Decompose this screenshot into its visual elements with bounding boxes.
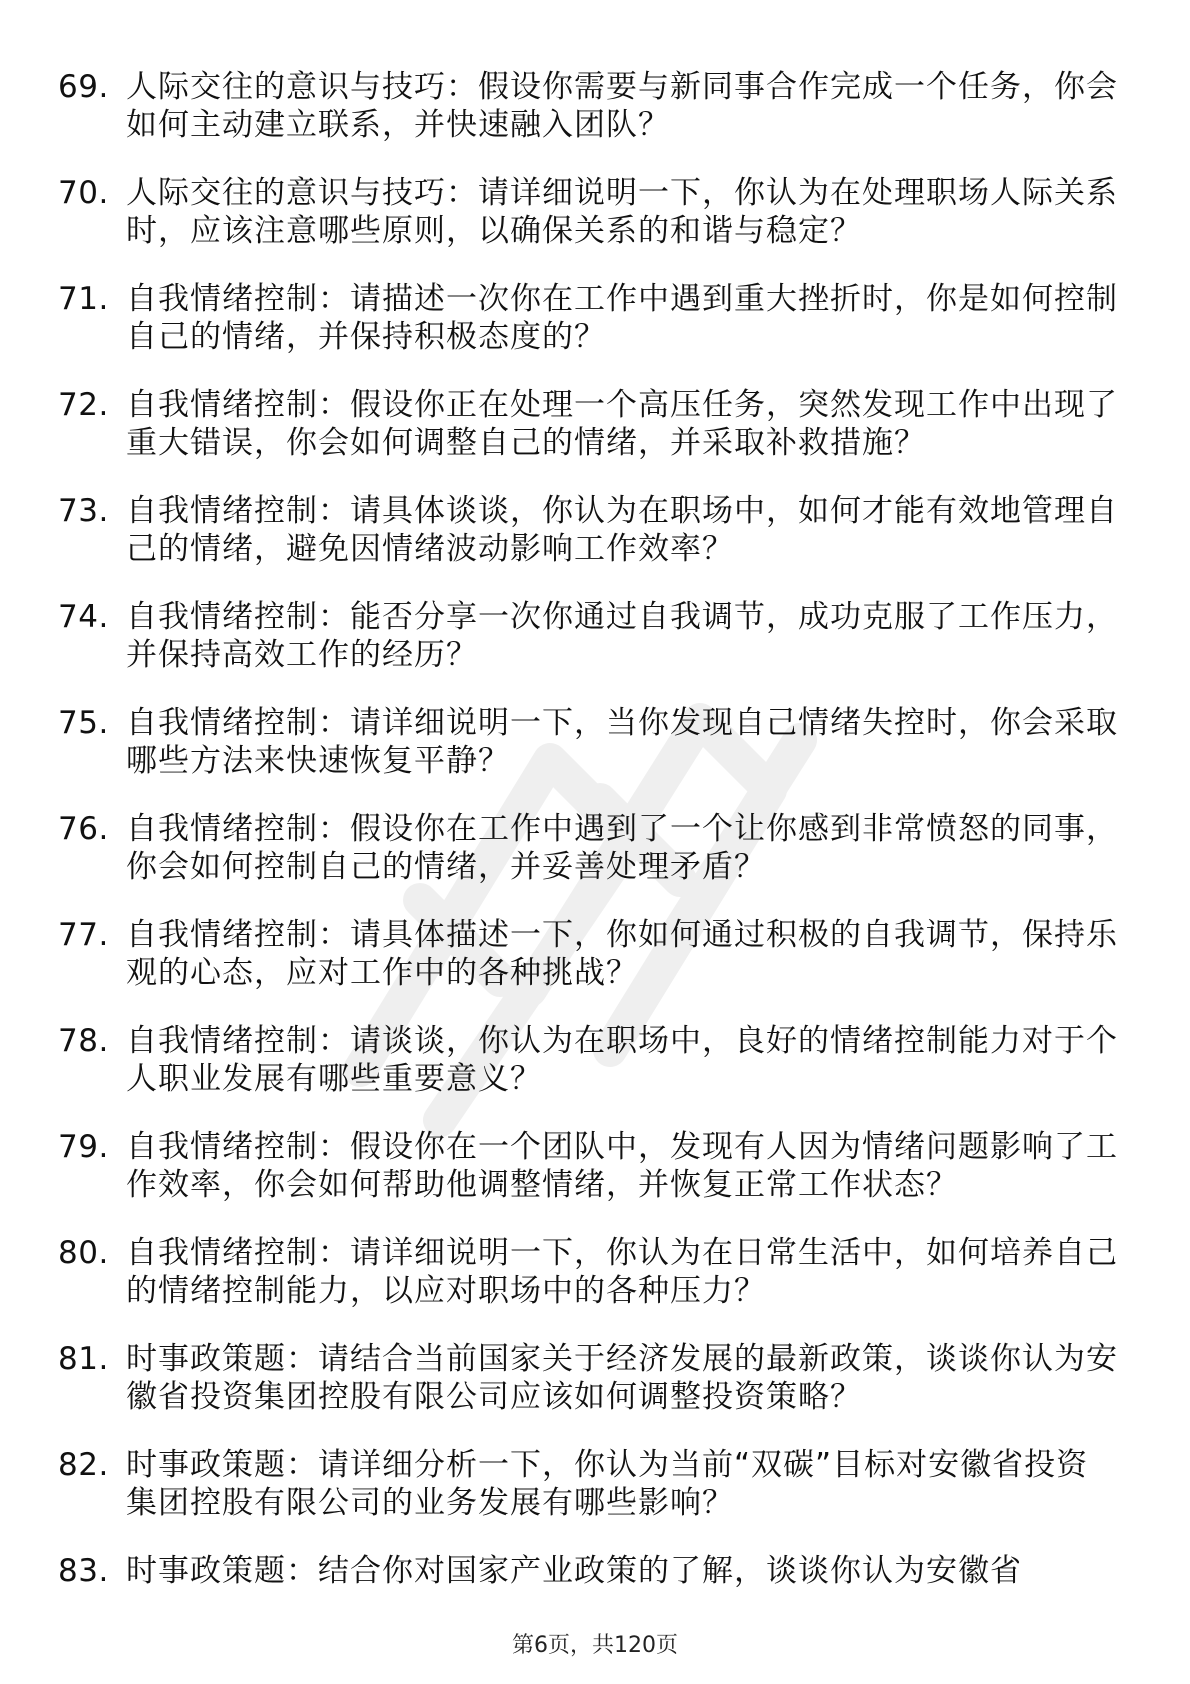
question-item — [58, 68, 1118, 144]
question-item — [58, 1340, 1118, 1416]
question-item — [58, 598, 1118, 674]
question-text: 自我情绪控制：请详细说明一下，当你发现自己情绪失控时，你会采取哪些方法来快速恢复平静？ — [126, 705, 1118, 779]
question-text: 人际交往的意识与技巧：假设你需要与新同事合作完成一个任务，你会如何主动建立联系，并快速融入团队？ — [126, 69, 1118, 143]
question-number: 70. — [58, 175, 109, 211]
question-item — [58, 810, 1118, 886]
question-item — [58, 174, 1118, 250]
question-item — [58, 1234, 1118, 1310]
question-item — [58, 1446, 1118, 1522]
question-number: 78. — [58, 1023, 109, 1059]
question-text: 自我情绪控制：请描述一次你在工作中遇到重大挫折时，你是如何控制自己的情绪，并保持积极态度的？ — [126, 281, 1118, 355]
question-text: 自我情绪控制：假设你在一个团队中，发现有人因为情绪问题影响了工作效率，你会如何帮助他调整情绪，并恢复正常工作状态？ — [126, 1129, 1118, 1203]
question-number: 81. — [58, 1341, 109, 1377]
question-item — [58, 1128, 1118, 1204]
question-item — [58, 1022, 1118, 1098]
page-number-label: 第6页，共120页 — [512, 1633, 678, 1658]
question-text: 自我情绪控制：假设你在工作中遇到了一个让你感到非常愤怒的同事，你会如何控制自己的情绪，并妥善处理矛盾？ — [126, 811, 1118, 885]
question-text: 自我情绪控制：假设你正在处理一个高压任务，突然发现工作中出现了重大错误，你会如何调整自己的情绪，并采取补救措施？ — [126, 387, 1118, 461]
question-item — [58, 280, 1118, 356]
question-item — [58, 1552, 1118, 1590]
question-number: 77. — [58, 917, 109, 953]
page-footer — [0, 1633, 1190, 1659]
question-text: 自我情绪控制：请具体描述一下，你如何通过积极的自我调节，保持乐观的心态，应对工作中的各种挑战？ — [126, 917, 1118, 991]
question-text: 自我情绪控制：请详细说明一下，你认为在日常生活中，如何培养自己的情绪控制能力，以应对职场中的各种压力？ — [126, 1235, 1118, 1309]
question-number: 82. — [58, 1447, 109, 1483]
question-number: 74. — [58, 599, 109, 635]
question-text: 自我情绪控制：能否分享一次你通过自我调节，成功克服了工作压力，并保持高效工作的经历？ — [126, 599, 1118, 673]
question-item — [58, 492, 1118, 568]
question-number: 69. — [58, 69, 109, 105]
question-number: 72. — [58, 387, 109, 423]
question-number: 79. — [58, 1129, 109, 1165]
question-text: 时事政策题：请详细分析一下，你认为当前“双碳”目标对安徽省投资集团控股有限公司的业务发展有哪些影响？ — [126, 1447, 1089, 1521]
question-item — [58, 704, 1118, 780]
question-text: 人际交往的意识与技巧：请详细说明一下，你认为在处理职场人际关系时，应该注意哪些原则，以确保关系的和谐与稳定？ — [126, 175, 1118, 249]
question-item — [58, 916, 1118, 992]
question-number: 71. — [58, 281, 109, 317]
question-number: 73. — [58, 493, 109, 529]
question-item — [58, 386, 1118, 462]
question-text: 时事政策题：请结合当前国家关于经济发展的最新政策，谈谈你认为安徽省投资集团控股有限公司应该如何调整投资策略？ — [126, 1341, 1118, 1415]
question-text: 自我情绪控制：请具体谈谈，你认为在职场中，如何才能有效地管理自己的情绪，避免因情绪波动影响工作效率？ — [126, 493, 1118, 567]
question-number: 83. — [58, 1553, 109, 1589]
question-text: 时事政策题：结合你对国家产业政策的了解，谈谈你认为安徽省 — [126, 1553, 1022, 1589]
question-list — [58, 68, 1118, 1620]
question-number: 75. — [58, 705, 109, 741]
question-text: 自我情绪控制：请谈谈，你认为在职场中，良好的情绪控制能力对于个人职业发展有哪些重要意义？ — [126, 1023, 1118, 1097]
question-number: 76. — [58, 811, 109, 847]
question-number: 80. — [58, 1235, 109, 1271]
